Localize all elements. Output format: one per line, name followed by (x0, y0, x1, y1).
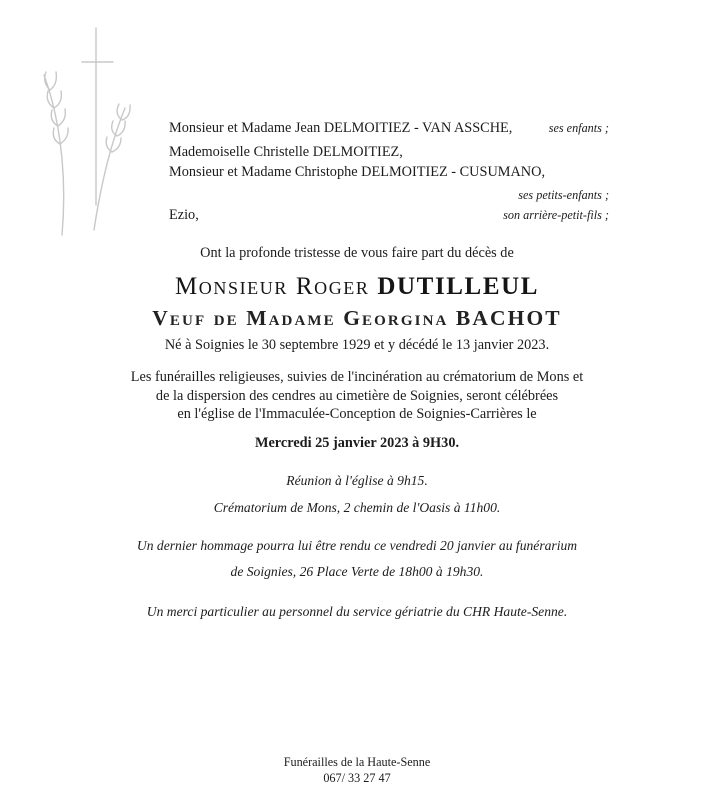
family-member-name: Monsieur et Madame Christophe DELMOITIEZ - CUSUMANO, (169, 164, 546, 180)
cross-wheat-icon (22, 20, 142, 240)
homage-line: Un dernier hommage pourra lui être rendu ce vendredi 20 janvier au funérarium (136, 538, 578, 553)
announcement-intro: Ont la profonde tristesse de vous faire part du décès de (200, 245, 514, 261)
crematorium-info: Crématorium de Mons, 2 chemin de l'Oasis à 11h00. (213, 500, 501, 515)
widow-surname: BACHOT (455, 306, 562, 330)
birth-death-line: Né à Soignies le 30 septembre 1929 et y décédé le 13 janvier 2023. (164, 337, 550, 353)
family-member-name: Mademoiselle Christelle DELMOITIEZ, (169, 144, 403, 160)
ceremony-date: Mercredi 25 janvier 2023 à 9H30. (254, 435, 460, 451)
deceased-title: Monsieur Roger (174, 273, 370, 300)
deceased-name (0, 273, 714, 301)
family-member-name: Ezio, (169, 207, 199, 223)
family-relation: ses enfants ; (548, 121, 609, 135)
deceased-surname: DUTILLEUL (377, 273, 540, 300)
funeral-line: Les funérailles religieuses, suivies de l'incinération au crématorium de Mons et (130, 369, 584, 385)
family-relation: ses petits-enfants ; (518, 188, 609, 202)
funeral-line: de la dispersion des cendres au cimetière de Soignies, seront célébrées (155, 387, 559, 404)
homage-line: de Soignies, 26 Place Verte de 18h00 à 19h30. (230, 564, 484, 579)
funeral-home-phone: 067/ 33 27 47 (323, 771, 391, 785)
family-relation: son arrière-petit-fils ; (503, 208, 609, 222)
church-meeting: Réunion à l'église à 9h15. (286, 473, 428, 488)
thanks-note: Un merci particulier au personnel du service gériatrie du CHR Haute-Senne. (146, 604, 568, 619)
funeral-home-name: Funérailles de la Haute-Senne (283, 755, 431, 769)
funeral-line: en l'église de l'Immaculée-Conception de Soignies-Carrières le (177, 406, 537, 422)
widow-line (0, 306, 714, 331)
family-member-name: Monsieur et Madame Jean DELMOITIEZ - VAN ASSCHE, (169, 120, 513, 136)
funeral-paragraph (0, 368, 714, 424)
widow-prefix: Veuf de Madame Georgina (152, 306, 449, 330)
